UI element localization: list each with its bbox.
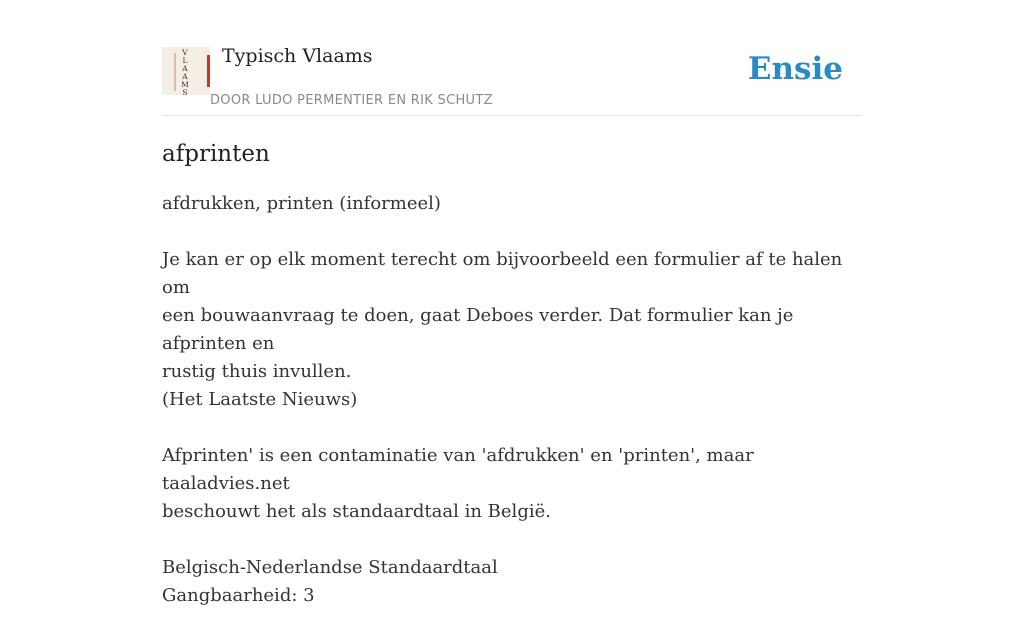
book-logo[interactable] <box>162 47 210 95</box>
ensie-logo-link[interactable]: Ensie <box>747 51 843 87</box>
entry-title: afprinten <box>162 141 270 167</box>
entry-note-line: Afprinten' is een contaminatie van 'afdrukken' en 'printen', maar taaladvies.net <box>162 445 754 494</box>
entry-example <box>162 246 862 414</box>
entry-note <box>162 442 862 526</box>
entry-note-line: beschouwt het als standaardtaal in België. <box>162 501 551 522</box>
book-byline: DOOR LUDO PERMENTIER EN RIK SCHUTZ <box>210 93 493 108</box>
entry-article <box>162 138 862 638</box>
entry-severity: Gangbaarheid: 3 <box>162 585 315 606</box>
entry-example-line: Je kan er op elk moment terecht om bijvoorbeeld een formulier af te halen om <box>162 249 843 298</box>
svg-text:VLAAMS: V L A A M S <box>181 48 189 97</box>
entry-example-source: (Het Laatste Nieuws) <box>162 389 358 410</box>
entry-meta <box>162 554 862 610</box>
entry-example-line: rustig thuis invullen. <box>162 361 352 382</box>
entry-body <box>162 190 862 610</box>
entry-example-line: een bouwaanvraag te doen, gaat Deboes verder. Dat formulier kan je afprinten en <box>162 305 794 354</box>
book-title[interactable]: Typisch Vlaams <box>222 45 373 67</box>
book-logo-image <box>162 47 210 95</box>
entry-definition: afdrukken, printen (informeel) <box>162 193 441 214</box>
entry-category: Belgisch-Nederlandse Standaardtaal <box>162 557 498 578</box>
book-header <box>162 0 862 116</box>
